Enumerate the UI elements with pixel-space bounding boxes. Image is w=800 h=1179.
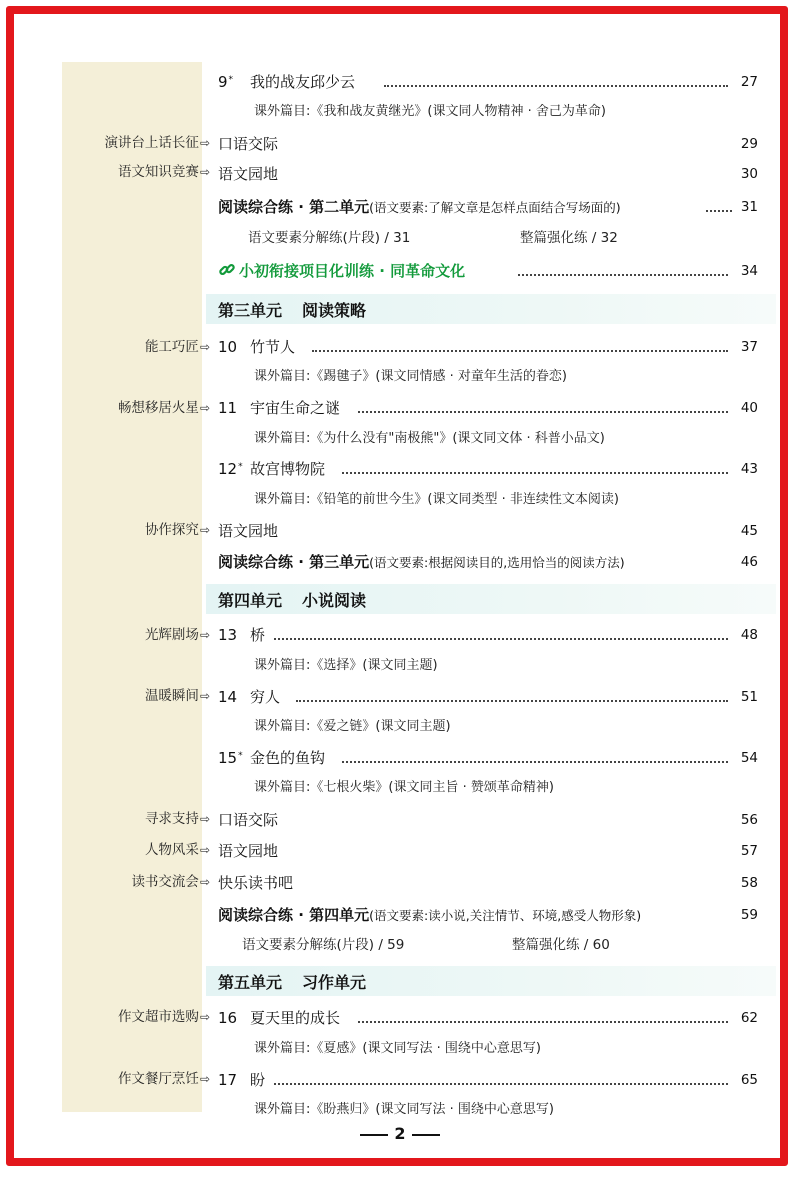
arrow-icon: ⇨ [199,843,210,857]
toc-entry[interactable]: 10 竹节人 37 [218,338,758,356]
toc-entry[interactable]: 阅读综合练 · 第四单元(语文要素:读小说,关注情节、环境,感受人物形象) 59 [218,906,758,924]
arrow-icon: ⇨ [199,628,210,642]
toc-entry[interactable]: 17 盼 65 [218,1071,758,1089]
arrow-icon: ⇨ [199,340,210,354]
page-number: 56 [740,812,758,828]
toc-entry[interactable]: 口语交际 56 [218,811,758,829]
page-number: 58 [740,875,758,891]
page-footer: 2 [0,1124,800,1143]
page-number: 31 [740,199,758,215]
arrow-icon: ⇨ [199,689,210,703]
toc-entry[interactable]: 语文园地 57 [218,842,758,860]
page-number: 40 [740,400,758,416]
unit-heading: 第五单元 习作单元 [206,966,776,996]
toc-entry[interactable]: 13 桥 48 [218,626,758,644]
drill-whole: 整篇强化练 / 32 [520,230,618,246]
arrow-icon: ⇨ [199,401,210,415]
extra-reading: 课外篇目:《爱之链》(课文同主题) [254,719,451,734]
extra-reading: 课外篇目:《选择》(课文同主题) [254,658,438,673]
extra-reading: 课外篇目:《夏感》(课文同写法 · 围绕中心意思写) [254,1041,541,1056]
drill-fragment: 语文要素分解练(片段) / 31 [248,230,411,246]
extra-reading: 课外篇目:《踢毽子》(课文同情感 · 对童年生活的眷恋) [254,369,567,384]
arrow-icon: ⇨ [199,875,210,889]
arrow-icon: ⇨ [199,1072,210,1086]
page-number: 65 [740,1072,758,1088]
page-number: 54 [740,750,758,766]
page-number: 27 [740,74,758,90]
toc-entry[interactable]: 快乐读书吧 58 [218,874,758,892]
side-label: 能工巧匠⇨ [144,339,210,355]
extra-reading: 课外篇目:《铅笔的前世今生》(课文同类型 · 非连续性文本阅读) [254,492,619,507]
side-label: 演讲台上话长征⇨ [104,135,210,151]
toc-entry[interactable]: 16 夏天里的成长 62 [218,1009,758,1027]
side-label: 人物风采⇨ [144,842,210,858]
extra-reading: 课外篇目:《盼燕归》(课文同写法 · 围绕中心意思写) [254,1102,554,1117]
toc-entry[interactable]: 15* 金色的鱼钩 54 [218,749,758,767]
drill-whole: 整篇强化练 / 60 [512,937,610,953]
link-chain-icon [218,261,236,279]
page-number: 48 [740,627,758,643]
toc-entry[interactable]: 14 穷人 51 [218,688,758,706]
page-number: 34 [740,263,758,279]
unit-heading: 第四单元 小说阅读 [206,584,776,614]
arrow-icon: ⇨ [199,523,210,537]
page-number: 59 [740,907,758,923]
arrow-icon: ⇨ [199,812,210,826]
side-label: 协作探究⇨ [144,522,210,538]
page-number: 57 [740,843,758,859]
toc-entry[interactable]: 11 宇宙生命之谜 40 [218,399,758,417]
page-number: 37 [740,339,758,355]
side-label: 语文知识竞赛⇨ [117,164,210,180]
side-label: 光辉剧场⇨ [144,627,210,643]
toc-entry[interactable]: 阅读综合练 · 第三单元(语文要素:根据阅读目的,选用恰当的阅读方法) 46 [218,553,758,571]
arrow-icon: ⇨ [199,136,210,150]
toc-entry[interactable]: 12* 故宫博物院 43 [218,460,758,478]
extra-reading: 课外篇目:《七根火柴》(课文同主旨 · 赞颂革命精神) [254,780,554,795]
side-label: 温暖瞬间⇨ [144,688,210,704]
page-number: 30 [740,166,758,182]
side-label: 畅想移居火星⇨ [117,400,210,416]
toc-entry[interactable]: 语文园地 45 [218,522,758,540]
extra-reading: 课外篇目:《我和战友黄继光》(课文同人物精神 · 舍己为革命) [254,104,606,119]
unit-heading: 第三单元 阅读策略 [206,294,776,324]
toc-entry[interactable]: 口语交际 29 [218,135,758,153]
arrow-icon: ⇨ [199,1010,210,1024]
page-number: 51 [740,689,758,705]
extra-reading: 课外篇目:《为什么没有"南极熊"》(课文同文体 · 科普小品文) [254,431,605,446]
page-number: 43 [740,461,758,477]
toc-entry[interactable]: 阅读综合练 · 第二单元(语文要素:了解文章是怎样点面结合写场面的) 31 [218,198,758,216]
page-number: 45 [740,523,758,539]
arrow-icon: ⇨ [199,165,210,179]
side-label: 寻求支持⇨ [144,811,210,827]
sidebar-band [62,62,202,1112]
page-number: 62 [740,1010,758,1026]
toc-entry[interactable]: 9* 我的战友邱少云 27 [218,73,758,91]
side-label: 读书交流会⇨ [131,874,210,890]
side-label: 作文超市选购⇨ [117,1009,210,1025]
toc-entry[interactable]: 语文园地 30 [218,165,758,183]
page-number: 29 [740,136,758,152]
drill-fragment: 语文要素分解练(片段) / 59 [242,937,405,953]
page-number: 46 [740,554,758,570]
side-label: 作文餐厅烹饪⇨ [117,1071,210,1087]
link-entry[interactable]: 小初衔接项目化训练 · 同革命文化 34 [218,260,758,284]
